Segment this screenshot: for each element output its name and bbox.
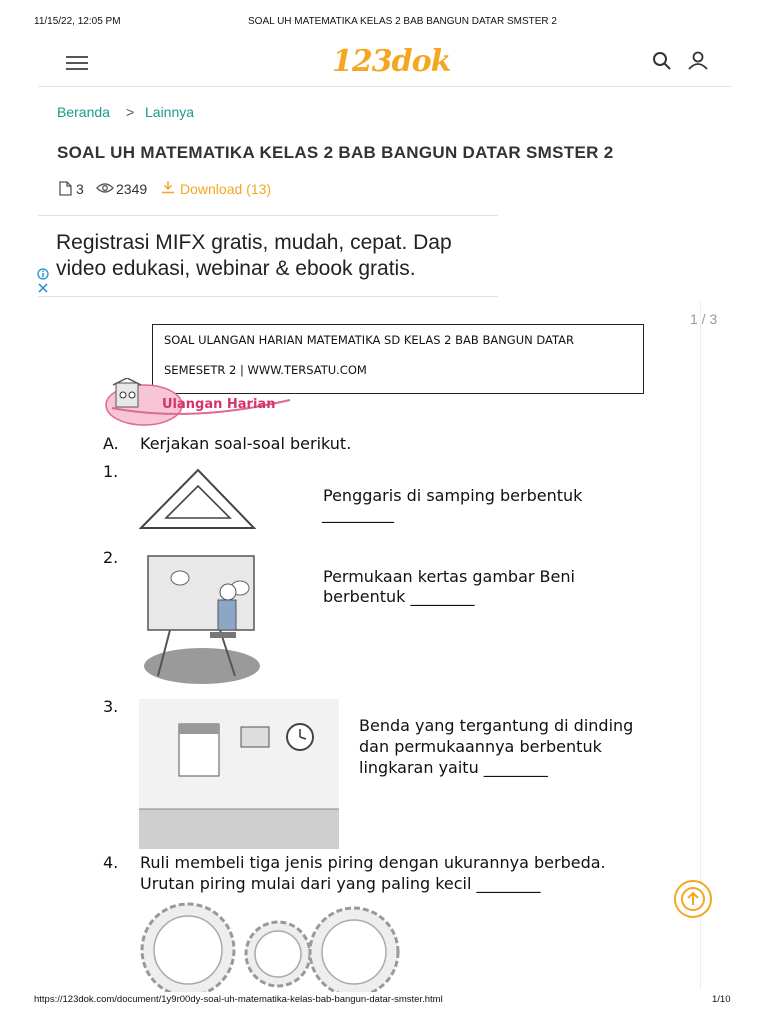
ad-line-2[interactable]: video edukasi, webinar & ebook gratis. bbox=[56, 257, 416, 280]
question-3-text-line-3: lingkaran yaitu ________ bbox=[359, 758, 548, 777]
download-link[interactable]: Download (13) bbox=[180, 181, 272, 197]
arrow-up-icon bbox=[676, 882, 710, 916]
section-instruction: Kerjakan soal-soal berikut. bbox=[140, 434, 352, 453]
ad-top-divider bbox=[38, 215, 498, 216]
document-title: SOAL UH MATEMATIKA KELAS 2 BAB BANGUN DATAR SMSTER 2 bbox=[57, 143, 614, 162]
question-4-number: 4. bbox=[103, 853, 119, 872]
menu-icon[interactable] bbox=[66, 56, 88, 70]
ad-close-icon[interactable] bbox=[38, 283, 48, 293]
breadcrumb-current[interactable]: Lainnya bbox=[145, 104, 195, 120]
question-1-blank: _________ bbox=[322, 504, 394, 523]
ad-bottom-divider bbox=[38, 296, 498, 297]
question-2-text-line-2: berbentuk ________ bbox=[323, 587, 475, 606]
document-header-line-2: SEMESETR 2 | WWW.TERSATU.COM bbox=[164, 363, 367, 377]
plates-image bbox=[138, 902, 402, 992]
ad-line-1[interactable]: Registrasi MIFX gratis, mudah, cepat. Dap bbox=[56, 231, 452, 254]
scroll-top-button[interactable] bbox=[674, 880, 712, 918]
banner-label: Ulangan Harian bbox=[162, 397, 276, 412]
eye-icon bbox=[96, 182, 114, 194]
wall-objects-image bbox=[139, 699, 339, 849]
print-page-title: SOAL UH MATEMATIKA KELAS 2 BAB BANGUN DATAR SMSTER 2 bbox=[248, 16, 557, 27]
document-header-line-1: SOAL ULANGAN HARIAN MATEMATIKA SD KELAS 2 BAB BANGUN DATAR bbox=[164, 333, 575, 347]
section-letter: A. bbox=[103, 434, 119, 453]
question-3-number: 3. bbox=[103, 697, 119, 716]
triangle-ruler-image bbox=[138, 466, 258, 532]
question-4-text-line-2: Urutan piring mulai dari yang paling kecil ________ bbox=[140, 874, 541, 893]
view-count: 2349 bbox=[116, 181, 148, 197]
question-3-text-line-1: Benda yang tergantung di dinding bbox=[359, 716, 634, 735]
page-indicator: 1 / 3 bbox=[690, 311, 718, 327]
question-1-number: 1. bbox=[103, 462, 119, 481]
question-3-text-line-2: dan permukaannya berbentuk bbox=[359, 737, 602, 756]
question-2-text-line-1: Permukaan kertas gambar Beni bbox=[323, 567, 575, 586]
print-datetime: 11/15/22, 12:05 PM bbox=[34, 16, 121, 27]
file-icon bbox=[59, 181, 72, 196]
download-icon[interactable] bbox=[161, 180, 175, 194]
breadcrumb-separator-icon: > bbox=[126, 104, 135, 120]
easel-drawing-image bbox=[140, 548, 260, 688]
search-icon[interactable] bbox=[652, 51, 672, 71]
ad-info-icon[interactable] bbox=[37, 268, 49, 280]
user-icon[interactable] bbox=[687, 50, 709, 72]
topbar-divider bbox=[38, 86, 732, 87]
question-2-number: 2. bbox=[103, 548, 119, 567]
print-footer-url: https://123dok.com/document/1y9r00dy-soal-uh-matematika-kelas-bab-bangun-datar-smster.html bbox=[34, 994, 443, 1005]
question-4-text-line-1: Ruli membeli tiga jenis piring dengan ukurannya berbeda. bbox=[140, 853, 606, 872]
print-footer-page: 1/10 bbox=[712, 994, 731, 1005]
site-logo[interactable]: 123dok bbox=[332, 44, 451, 79]
page-count: 3 bbox=[76, 181, 84, 197]
breadcrumb-home[interactable]: Beranda bbox=[57, 104, 110, 120]
question-1-text: Penggaris di samping berbentuk bbox=[323, 486, 583, 505]
